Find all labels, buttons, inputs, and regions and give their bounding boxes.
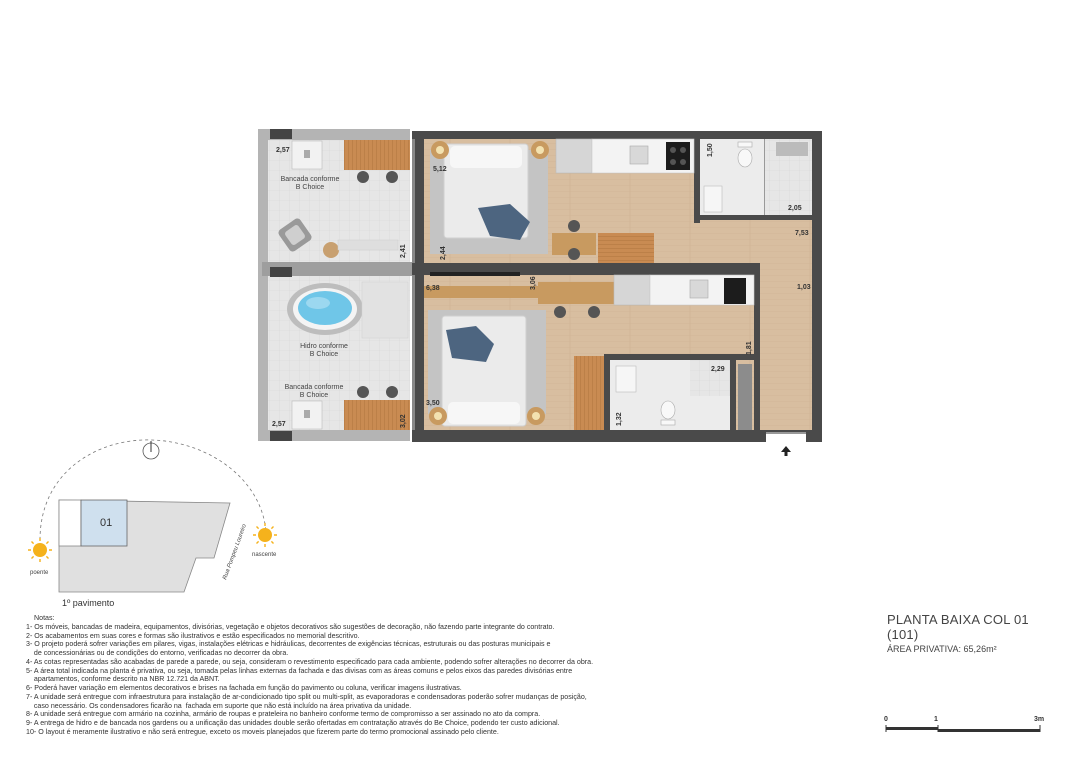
street-label: Rua Pompeu Loureiro (222, 523, 248, 581)
dim-1-03: 1,03 (797, 284, 811, 291)
note-line: 5- A área total indicada na planta é privativa, ou seja, tomada pelas linhas externas da fachada e das divisas com as áreas comuns e pelos eixos das paredes divisórias entre (26, 666, 573, 675)
garden-counter-top (344, 140, 410, 170)
note-line: de concessionárias ou de condições do entorno, verificadas no decorrer da obra. (26, 649, 289, 657)
label-bancada-top-1: Bancada conforme (280, 176, 340, 183)
label-hidro-1: Hidro conforme (300, 343, 348, 350)
notes (26, 614, 666, 737)
floor-label: 1º pavimento (62, 598, 115, 608)
dim-3-02: 3,02 (400, 414, 407, 428)
area-label: ÁREA PRIVATIVA: (887, 644, 962, 654)
dim-7-53: 7,53 (795, 230, 809, 237)
note-line: 1- Os móveis, bancadas de madeira, equipamentos, divisórias, vegetação e objetos decorativos são sugestões de decoração, não fazendo parte integrante do contrato. (26, 622, 555, 631)
dim-2-05: 2,05 (788, 205, 802, 212)
dim-2-44: 2,44 (440, 246, 447, 260)
sun-poente-icon (28, 538, 52, 562)
location-map (0, 0, 320, 620)
note-line: apartamentos, conforme descrito na NBR 12.721 da ABNT. (26, 675, 220, 684)
label-bancada-bottom-2: B Choice (299, 392, 329, 399)
dim-3-06: 3,06 (530, 276, 537, 290)
dim-3-50: 3,50 (426, 400, 440, 407)
note-line: 3- O projeto poderá sofrer variações em pilares, vigas, instalações elétricas e hidráulicas, decorrentes de exigências técnicas, estruturais ou das posturas municipais e (26, 640, 551, 649)
area-line (887, 644, 1077, 654)
scale-tick-0: 0 (884, 716, 888, 723)
scale-bar (884, 716, 1044, 736)
area-value: 65,26m² (963, 644, 997, 654)
compass-icon (143, 441, 159, 459)
poente-label: poente (30, 570, 49, 576)
dim-2-57-top: 2,57 (276, 147, 290, 154)
sun-nascente-icon (253, 523, 277, 547)
dim-2-29: 2,29 (711, 366, 725, 373)
dim-6-38: 6,38 (426, 285, 440, 292)
note-line: 2- Os acabamentos em suas cores e formas são ilustrativos e estão especificados no memorial descritivo. (26, 631, 360, 640)
entrance-arrow-icon (781, 446, 791, 456)
note-line: 8- A unidade será entregue com armário na cozinha, armário de roupas e prateleira no banheiro conforme termo de compromisso a ser assinado no ato da compra. (26, 710, 541, 719)
label-bancada-bottom-1: Bancada conforme (284, 384, 344, 391)
apartment (412, 131, 822, 442)
note-line: 7- A unidade será entregue com infraestrutura para instalação de ar-condicionado tipo split ou multi-split, as evaporadoras e condensadoras poderão sofrer mudanças de posição, (26, 692, 587, 701)
title-block (887, 612, 1077, 654)
note-line: 9- A entrega de hidro e de bancada nos gardens ou a unificação das unidades double serão ofertadas em contratação através do Be Choice, podendo ter custo adicional. (26, 719, 560, 727)
plan-title-line2: (101) (887, 627, 919, 642)
notes-title: Notas: (34, 614, 55, 622)
dim-5-12: 5,12 (433, 166, 447, 173)
site-block (59, 500, 230, 592)
scale-bar-graphic (884, 716, 1044, 736)
plan-title (887, 612, 1077, 642)
dim-1-50: 1,50 (707, 143, 714, 157)
dim-2-57-bottom: 2,57 (272, 421, 286, 428)
label-hidro-2: B Choice (309, 351, 339, 358)
scale-tick-1: 1 (934, 716, 938, 723)
dim-1-81: 1,81 (746, 341, 753, 355)
label-bancada-top-2: B Choice (295, 184, 325, 191)
note-line: 6- Poderá haver variação em elementos decorativos e brises na fachada em função do pavimento ou coluna, verificar imagens ilustrativas. (26, 684, 462, 692)
note-line: caso necessário. Os condensadores ficarão na fachada em suporte que não está incluído na área privativa da unidade. (26, 701, 412, 710)
note-line: 4- As cotas representadas são acabadas de parede a parede, ou seja, consideram o revestimento especificado para cada ambiente, podendo sofrer alterações no decorrer da obra. (26, 657, 594, 666)
unit-label: 01 (100, 517, 113, 529)
dim-1-32: 1,32 (616, 412, 623, 426)
note-line: 10- O layout é meramente ilustrativo e não será entregue, exceto os moveis planejados que fizerem parte do termo promocional assinado pelo cliente. (26, 727, 499, 736)
bedroom-top (430, 141, 549, 254)
dim-2-41: 2,41 (400, 244, 407, 258)
scale-tick-3: 3m (1034, 716, 1045, 723)
nascente-label: nascente (252, 552, 277, 558)
plan-title-line1: PLANTA BAIXA COL 01 (887, 612, 1029, 627)
